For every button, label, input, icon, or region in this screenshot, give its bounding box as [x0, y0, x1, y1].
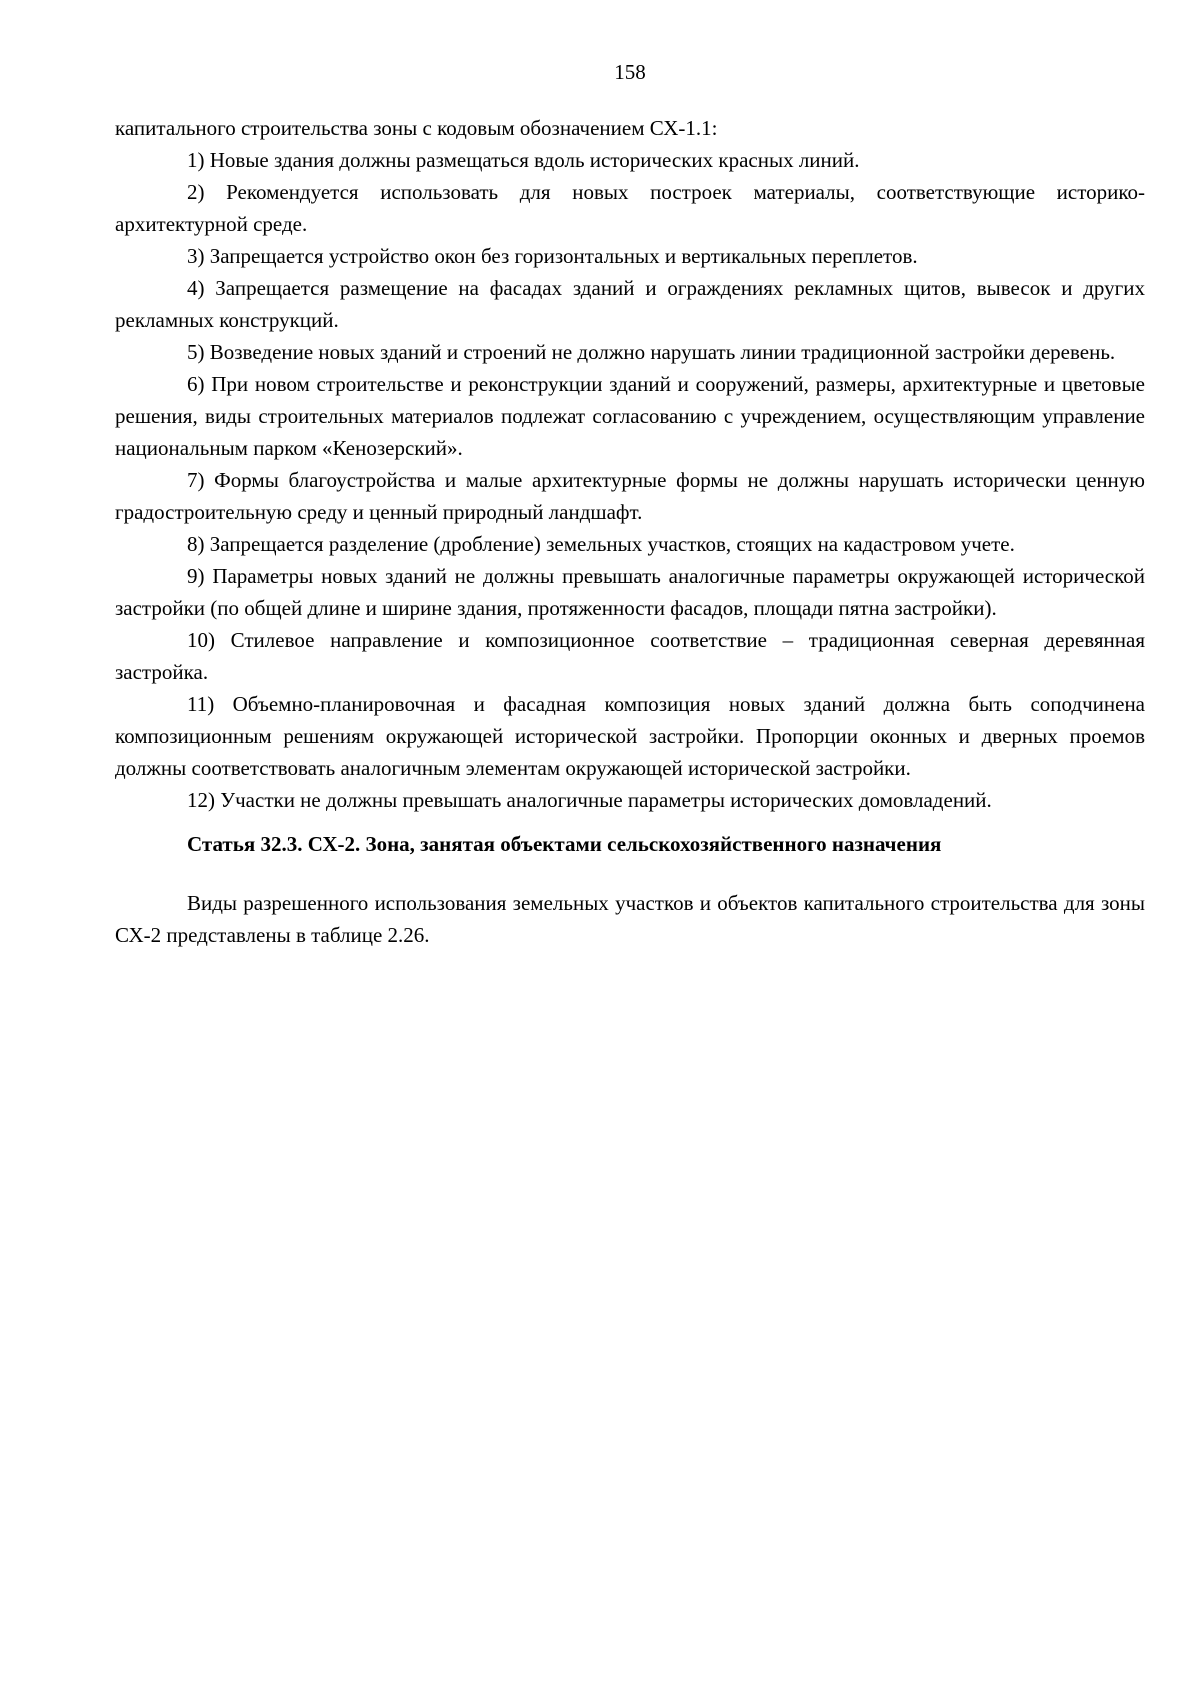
- list-item-7: 7) Формы благоустройства и малые архитектурные формы не должны нарушать исторически ценную градостроительную среду и ценный природный ландшафт.: [115, 468, 1145, 524]
- list-item-9: 9) Параметры новых зданий не должны превышать аналогичные параметры окружающей исторической застройки (по общей длине и ширине здания, протяженности фасадов, площади пятна застройки).: [115, 564, 1145, 620]
- list-item-4: 4) Запрещается размещение на фасадах зданий и ограждениях рекламных щитов, вывесок и других рекламных конструкций.: [115, 276, 1145, 332]
- list-item-6: 6) При новом строительстве и реконструкции зданий и сооружений, размеры, архитектурные и цветовые решения, виды строительных материалов подлежат согласованию с учреждением, осуществляющим управление национальным парком «Кенозерский».: [115, 372, 1145, 460]
- closing-paragraph: Виды разрешенного использования земельных участков и объектов капитального строительства для зоны СХ-2 представлены в таблице 2.26.: [115, 891, 1145, 947]
- list-item-8: 8) Запрещается разделение (дробление) земельных участков, стоящих на кадастровом учете.: [187, 532, 1015, 556]
- page-number: 158: [614, 60, 646, 84]
- intro-paragraph: капитального строительства зоны с кодовым обозначением СХ-1.1:: [115, 116, 718, 140]
- list-item-3: 3) Запрещается устройство окон без горизонтальных и вертикальных переплетов.: [187, 244, 918, 268]
- list-item-10: 10) Стилевое направление и композиционное соответствие – традиционная северная деревянная застройка.: [115, 628, 1145, 684]
- article-heading: Статья 32.3. СХ-2. Зона, занятая объектами сельскохозяйственного назначения: [187, 832, 942, 856]
- list-item-5: 5) Возведение новых зданий и строений не должно нарушать линии традиционной застройки деревень.: [187, 340, 1116, 364]
- list-item-12: 12) Участки не должны превышать аналогичные параметры исторических домовладений.: [187, 788, 992, 812]
- list-item-1: 1) Новые здания должны размещаться вдоль исторических красных линий.: [187, 148, 860, 172]
- document-body: [115, 112, 1145, 951]
- list-item-2: 2) Рекомендуется использовать для новых построек материалы, соответствующие историко-архитектурной среде.: [115, 180, 1145, 236]
- list-item-11: 11) Объемно-планировочная и фасадная композиция новых зданий должна быть соподчинена композиционным решениям окружающей исторической застройки. Пропорции оконных и дверных проемов должны соответствовать аналогичным элементам окружающей исторической застройки.: [115, 692, 1145, 780]
